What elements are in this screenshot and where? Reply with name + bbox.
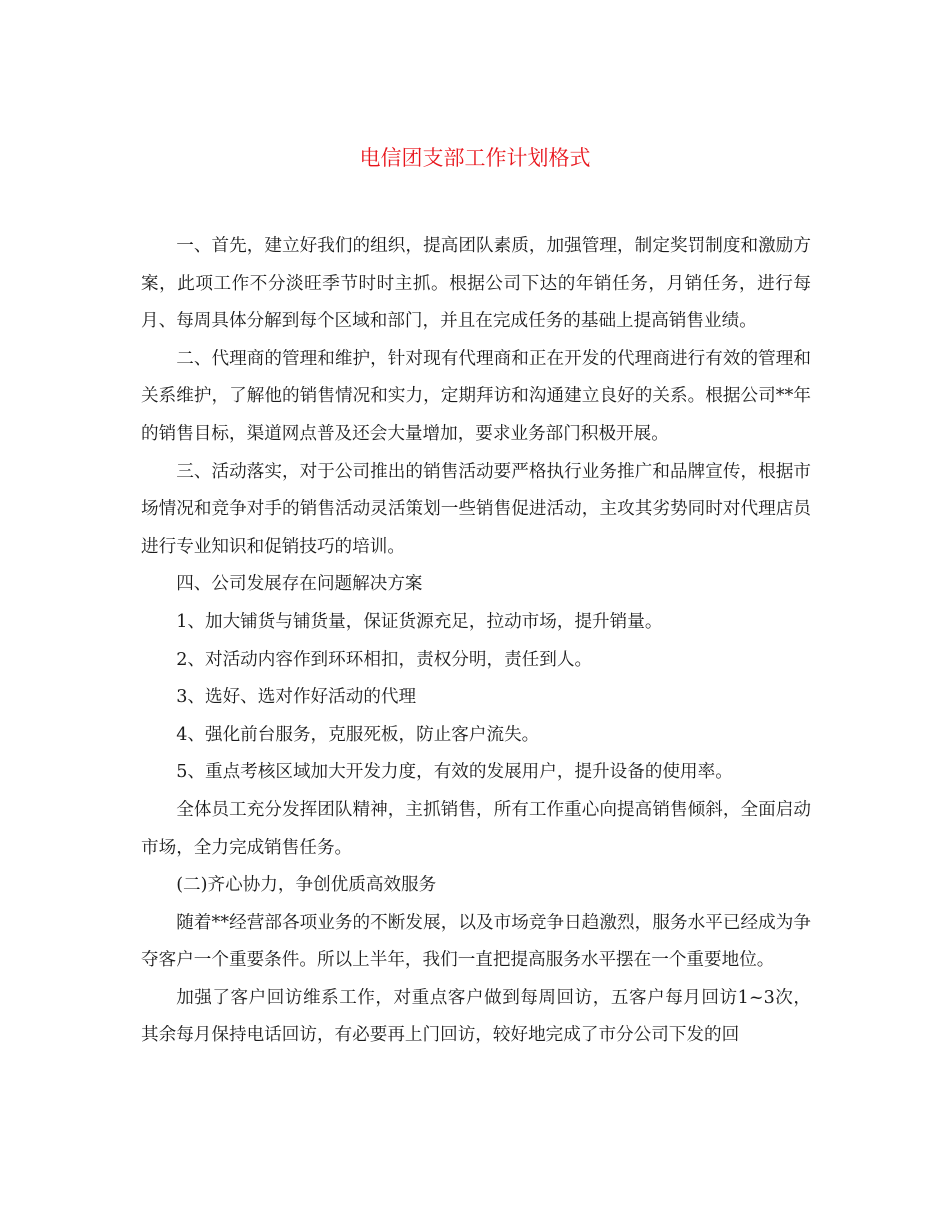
paragraph: 二、代理商的管理和维护，针对现有代理商和正在开发的代理商进行有效的管理和关系维护，了解他的销售情况和实力，定期拜访和沟通建立良好的关系。根据公司**年的销售目标，渠道网点普及还会大量增加，要求业务部门积极开展。 (141, 348, 811, 444)
document-title: 电信团支部工作计划格式 (359, 146, 591, 170)
list-item: 3、选好、选对作好活动的代理 (176, 687, 417, 708)
paragraph: 全体员工充分发挥团队精神，主抓销售，所有工作重心向提高销售倾斜，全面启动市场，全力完成销售任务。 (141, 799, 811, 858)
paragraph: 三、活动落实，对于公司推出的销售活动要严格执行业务推广和品牌宣传，根据市场情况和竞争对手的销售活动灵活策划一些销售促进活动，主攻其劣势同时对代理店员进行专业知识和促销技巧的培训。 (141, 461, 811, 557)
list-item: 4、强化前台服务，克服死板，防止客户流失。 (176, 724, 540, 745)
document-body (141, 228, 811, 1055)
paragraph: 随着**经营部各项业务的不断发展，以及市场竞争日趋激烈，服务水平已经成为争夺客户一个重要条件。所以上半年，我们一直把提高服务水平摆在一个重要地位。 (141, 912, 811, 971)
list-item: 5、重点考核区域加大开发力度，有效的发展用户，提升设备的使用率。 (176, 762, 733, 783)
paragraph: 一、首先，建立好我们的组织，提高团队素质，加强管理，制定奖罚制度和激励方案，此项工作不分淡旺季节时时主抓。根据公司下达的年销任务，月销任务，进行每月、每周具体分解到每个区域和部门，并且在完成任务的基础上提高销售业绩。 (141, 236, 811, 332)
paragraph: 加强了客户回访维系工作，对重点客户做到每周回访，五客户每月回访1~3次，其余每月保持电话回访，有必要再上门回访，较好地完成了市分公司下发的回 (141, 987, 811, 1046)
section-heading: (二)齐心协力，争创优质高效服务 (176, 875, 437, 896)
list-item: 1、加大铺货与铺货量，保证货源充足，拉动市场，提升销量。 (176, 611, 663, 632)
section-heading: 四、公司发展存在问题解决方案 (176, 574, 423, 595)
list-item: 2、对活动内容作到环环相扣，责权分明，责任到人。 (176, 649, 593, 670)
